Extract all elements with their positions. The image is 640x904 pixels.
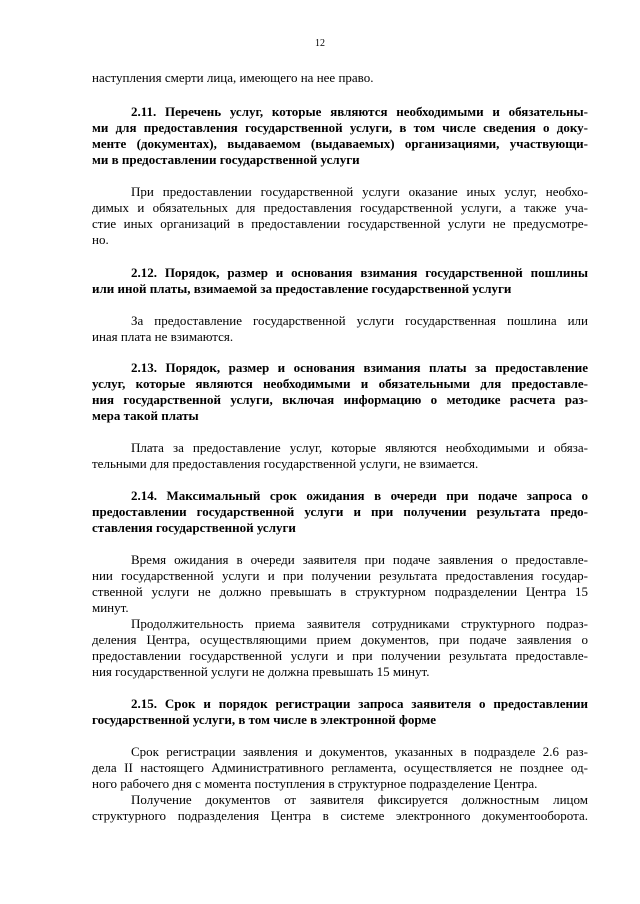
paragraph-line: Получение документов от заявителя фиксируется должностным лицом — [131, 792, 588, 807]
paragraph-line: структурного подразделения Центра в системе электронного документооборота. — [92, 808, 588, 823]
section-heading-line: 2.15. Срок и порядок регистрации запроса заявителя о предоставлении — [131, 696, 588, 711]
paragraph-line: ного рабочего дня с момента поступления в структурное подразделение Центра. — [92, 776, 538, 791]
section-heading-line: 2.11. Перечень услуг, которые являются необходимыми и обязательны- — [131, 104, 588, 119]
section-heading-line: ми в предоставлении государственной услуги — [92, 152, 360, 167]
paragraph-line: Срок регистрации заявления и документов, указанных в подразделе 2.6 раз- — [131, 744, 588, 759]
section-heading-line: 2.14. Максимальный срок ожидания в очереди при подаче запроса о — [131, 488, 588, 503]
page-number: 12 — [315, 38, 325, 49]
section-heading-line: 2.12. Порядок, размер и основания взимания государственной пошлины — [131, 265, 588, 280]
paragraph-line: При предоставлении государственной услуги оказание иных услуг, необхо- — [131, 184, 588, 199]
paragraph-line: но. — [92, 232, 109, 247]
paragraph-line: предоставлении государственной услуги и при получении результата предоставле- — [92, 648, 588, 663]
paragraph-line: стие иных организаций в предоставлении государственной услуги не предусмотре- — [92, 216, 588, 231]
paragraph-line: ния государственной услуги не должна превышать 15 минут. — [92, 664, 430, 679]
paragraph-line: тельными для предоставления государственной услуги, не взимается. — [92, 456, 479, 471]
section-heading-line: ми для предоставления государственной услуги, в том числе сведения о доку- — [92, 120, 588, 135]
paragraph-line: За предоставление государственной услуги государственная пошлина или — [131, 313, 588, 328]
paragraph-line: Время ожидания в очереди заявителя при подаче заявления о предоставле- — [131, 552, 588, 567]
section-heading-line: ставления государственной услуги — [92, 520, 296, 535]
section-heading-line: мера такой платы — [92, 408, 199, 423]
paragraph-line: Продолжительность приема заявителя сотрудниками структурного подраз- — [131, 616, 588, 631]
paragraph-line: наступления смерти лица, имеющего на нее право. — [92, 70, 374, 85]
paragraph-line: димых и обязательных для предоставления государственной услуги, а также уча- — [92, 200, 588, 215]
section-heading-line: предоставлении государственной услуги и при получении результата предо- — [92, 504, 588, 519]
section-heading-line: услуг, которые являются необходимыми и обязательными для предоставле- — [92, 376, 588, 391]
paragraph-line: Плата за предоставление услуг, которые являются необходимыми и обяза- — [131, 440, 588, 455]
paragraph-line: деления Центра, осуществляющими прием документов, при подаче заявления о — [92, 632, 588, 647]
paragraph-line: иная плата не взимаются. — [92, 329, 234, 344]
paragraph-line: нии государственной услуги и при получении результата предоставления государ- — [92, 568, 588, 583]
section-heading-line: менте (документах), выдаваемом (выдаваемых) организациями, участвующи- — [92, 136, 588, 151]
paragraph-line: дела II настоящего Административного регламента, осуществляется не позднее од- — [92, 760, 588, 775]
paragraph-line: ственной услуги не должно превышать в структурном подразделении Центра 15 — [92, 584, 588, 599]
paragraph-line: минут. — [92, 600, 129, 615]
section-heading-line: 2.13. Порядок, размер и основания взимания платы за предоставление — [131, 360, 588, 375]
section-heading-line: или иной платы, взимаемой за предоставление государственной услуги — [92, 281, 512, 296]
section-heading-line: ния государственной услуги, включая информацию о методике расчета раз- — [92, 392, 588, 407]
section-heading-line: государственной услуги, в том числе в электронной форме — [92, 712, 436, 727]
